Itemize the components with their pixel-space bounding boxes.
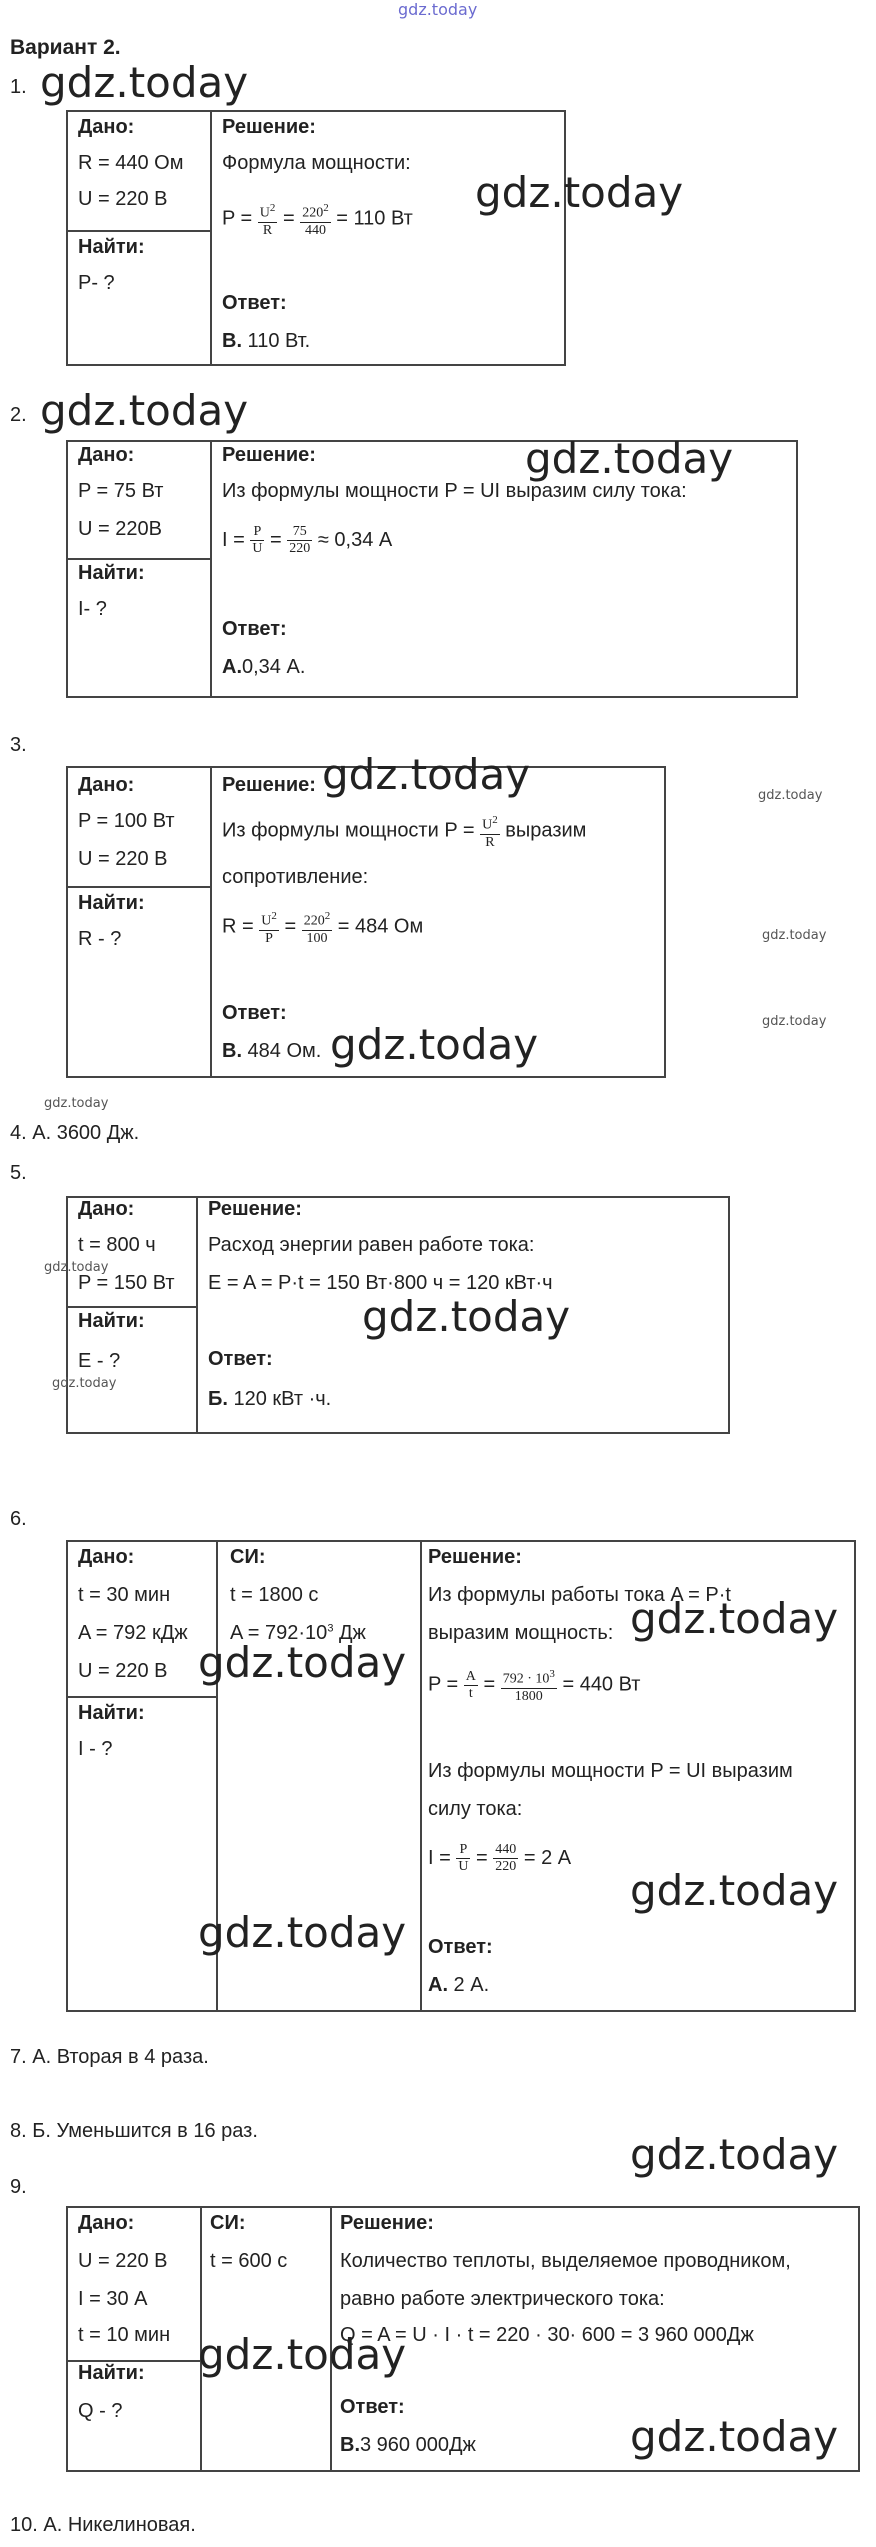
solution-text: E = A = P·t = 150 Вт·800 ч = 120 кВт·ч [208, 1272, 553, 1294]
find-item: R - ? [78, 928, 122, 950]
answer: В. 484 Ом. [222, 1040, 322, 1062]
problem-5-number: 5. [10, 1162, 27, 1184]
solution-label: Решение: [340, 2212, 434, 2234]
problem-4-answer: 4. А. 3600 Дж. [10, 1122, 140, 1144]
given-label: Дано: [78, 1198, 135, 1220]
problem-1-table [66, 110, 566, 366]
find-item: P- ? [78, 272, 115, 294]
watermark: gdz.today [40, 386, 249, 435]
watermark: gdz.today [762, 928, 827, 943]
problem-9-number: 9. [10, 2176, 27, 2198]
watermark: gdz.today [525, 434, 734, 483]
solution-label: Решение: [222, 774, 316, 796]
given-item: P = 150 Вт [78, 1272, 175, 1294]
find-item: Q - ? [78, 2400, 123, 2422]
given-item: I = 30 А [78, 2288, 148, 2310]
solution-label: Решение: [208, 1198, 302, 1220]
problem-6-number: 6. [10, 1508, 27, 1530]
given-label: Дано: [78, 444, 135, 466]
problem-3-number: 3. [10, 734, 27, 756]
answer: А.0,34 А. [222, 656, 306, 678]
find-item: I - ? [78, 1738, 113, 1760]
watermark: gdz.today [758, 788, 823, 803]
formula: I = $\frac{P}{U}$ = $\frac{440}{220}$ = 2 А [428, 1842, 572, 1874]
watermark: gdz.today [322, 750, 531, 799]
watermark: gdz.today [198, 2330, 407, 2379]
given-item: t = 30 мин [78, 1584, 171, 1606]
solution-text: Из формулы мощности P = UI выразим [428, 1760, 793, 1782]
find-label: Найти: [78, 236, 145, 258]
find-label: Найти: [78, 892, 145, 914]
watermark: gdz.today [44, 1096, 109, 1111]
answer: В. 110 Вт. [222, 330, 311, 352]
find-item: E - ? [78, 1350, 121, 1372]
problem-1-number: 1. [10, 76, 27, 98]
watermark: gdz.today [44, 1260, 109, 1275]
solution-text: Формула мощности: [222, 152, 411, 174]
answer-label: Ответ: [222, 292, 287, 314]
answer: А. 2 А. [428, 1974, 490, 1996]
problem-8-answer: 8. Б. Уменьшится в 16 раз. [10, 2120, 258, 2142]
solution-text: Количество теплоты, выделяемое проводником, [340, 2250, 791, 2272]
answer: В.3 960 000Дж [340, 2434, 476, 2456]
formula: I = $\frac{P}{U}$ = $\frac{75}{220}$ ≈ 0,34 А [222, 524, 393, 556]
find-item: I- ? [78, 598, 107, 620]
page-title: Вариант 2. [10, 36, 121, 59]
given-label: Дано: [78, 116, 135, 138]
watermark: gdz.today [330, 1020, 539, 1069]
given-label: Дано: [78, 1546, 135, 1568]
solution-text: Из формулы мощности P = $\frac{U^2}{R}$ выразим [222, 814, 587, 850]
si-item: $A = 792\cdot 10^3$ Дж [230, 1622, 366, 1644]
watermark: gdz.today [630, 2130, 839, 2179]
solution-text: равно работе электрического тока: [340, 2288, 665, 2310]
solution-label: Решение: [222, 116, 316, 138]
problem-7-answer: 7. А. Вторая в 4 раза. [10, 2046, 209, 2068]
given-item: U = 220 В [78, 188, 168, 210]
si-label: СИ: [230, 1546, 266, 1568]
watermark: gdz.today [52, 1376, 117, 1391]
top-watermark: gdz.today [398, 0, 478, 19]
solution-text: сопротивление: [222, 866, 369, 888]
si-label: СИ: [210, 2212, 246, 2234]
solution-label: Решение: [428, 1546, 522, 1568]
formula: Q = A = U · I · t = 220 · 30· 600 = 3 960 000Дж [340, 2324, 754, 2346]
answer-label: Ответ: [340, 2396, 405, 2418]
formula: P = $\frac{U^2}{R}$ = $\frac{220^2}{440}$ = 110 Вт [222, 202, 413, 238]
given-item: t = 800 ч [78, 1234, 156, 1256]
find-label: Найти: [78, 562, 145, 584]
answer-label: Ответ: [222, 618, 287, 640]
find-label: Найти: [78, 1310, 145, 1332]
given-item: P = 75 Вт [78, 480, 164, 502]
given-item: R = 440 Ом [78, 152, 184, 174]
watermark: gdz.today [475, 168, 684, 217]
answer-label: Ответ: [208, 1348, 273, 1370]
solution-label: Решение: [222, 444, 316, 466]
si-item: t = 600 с [210, 2250, 288, 2272]
given-label: Дано: [78, 774, 135, 796]
solution-text: силу тока: [428, 1798, 523, 1820]
answer: Б. 120 кВт ·ч. [208, 1388, 332, 1410]
si-item: t = 1800 с [230, 1584, 319, 1606]
watermark: gdz.today [362, 1292, 571, 1341]
given-item: A = 792 кДж [78, 1622, 188, 1644]
formula: R = $\frac{U^2}{P}$ = $\frac{220^2}{100}$ = 484 Ом [222, 910, 424, 946]
watermark: gdz.today [762, 1014, 827, 1029]
watermark: gdz.today [198, 1908, 407, 1957]
solution-text: Из формулы мощности P = UI выразим силу тока: [222, 480, 687, 502]
watermark: gdz.today [198, 1638, 407, 1687]
find-label: Найти: [78, 2362, 145, 2384]
solution-text: выразим мощность: [428, 1622, 614, 1644]
formula: P = $\frac{A}{t}$ = $\frac{792 \cdot 10^3}{1800}$ = 440 Вт [428, 1668, 641, 1704]
given-label: Дано: [78, 2212, 135, 2234]
problem-2-number: 2. [10, 404, 27, 426]
watermark: gdz.today [40, 58, 249, 107]
solution-text: Из формулы работы тока A = P·t [428, 1584, 731, 1606]
given-item: U = 220В [78, 518, 162, 540]
given-item: U = 220 В [78, 848, 168, 870]
given-item: U = 220 В [78, 2250, 168, 2272]
given-item: t = 10 мин [78, 2324, 171, 2346]
problem-10-answer: 10. А. Никелиновая. [10, 2514, 196, 2536]
watermark: gdz.today [630, 2412, 839, 2461]
solution-text: Расход энергии равен работе тока: [208, 1234, 535, 1256]
find-label: Найти: [78, 1702, 145, 1724]
watermark: gdz.today [630, 1866, 839, 1915]
answer-label: Ответ: [222, 1002, 287, 1024]
watermark: gdz.today [630, 1594, 839, 1643]
given-item: P = 100 Вт [78, 810, 175, 832]
answer-label: Ответ: [428, 1936, 493, 1958]
given-item: U = 220 В [78, 1660, 168, 1682]
